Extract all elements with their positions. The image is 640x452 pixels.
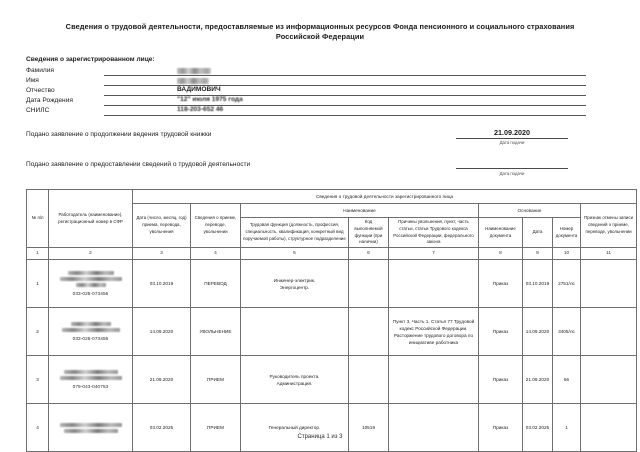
table-row <box>27 260 637 308</box>
cell-doc-name: Приказ <box>479 260 523 308</box>
cell-row-num: 2 <box>27 308 49 356</box>
cell-doc-name: Приказ <box>479 308 523 356</box>
cell-doc-name: Приказ <box>479 404 523 452</box>
cell-cancel-flag <box>581 404 637 452</box>
employer-redacted-stack <box>51 356 130 403</box>
col-head-event: Сведения о приеме, переводе, увольнении <box>191 203 241 247</box>
cell-cancel-flag <box>581 356 637 404</box>
redacted-bar <box>76 283 106 288</box>
col-num: 6 <box>349 248 389 260</box>
person-field-label: Фамилия <box>26 66 54 74</box>
page-title: Сведения о трудовой деятельности, предоставляемые из информационных ресурсов Фонда пенсионного и социального страхования Российской Федерации <box>65 22 575 41</box>
function-line-1: Генеральный директор. <box>268 425 321 431</box>
cell-event-type: ПРИЕМ <box>191 356 241 404</box>
col-head-doc-date: Дата <box>523 217 553 247</box>
person-field-value-line <box>104 95 586 106</box>
cell-doc-num: 3405/лс <box>553 308 581 356</box>
page-footer: Страница 1 из 3 <box>297 434 343 440</box>
statement-date-box <box>456 158 568 176</box>
employer-redacted-stack <box>51 260 130 307</box>
cell-doc-num: 2751/лс <box>553 260 581 308</box>
redacted-bar <box>71 322 111 327</box>
cell-reason <box>389 404 479 452</box>
redacted-bar <box>68 271 114 276</box>
col-head-date: Дата (число, месяц, год) приема, перевода, увольнения <box>133 203 191 247</box>
cell-event-date: 03.10.2019 <box>133 260 191 308</box>
person-field-value-line <box>104 105 586 116</box>
cell-function <box>241 308 349 356</box>
function-line-1: Руководитель проекта. <box>269 373 320 379</box>
cell-function <box>241 356 349 404</box>
statement-date-caption: Дата подачи <box>499 170 525 176</box>
person-field-label: Имя <box>26 76 39 84</box>
table-column-number-row <box>27 248 637 260</box>
employment-activity-table <box>26 189 637 452</box>
col-num: 11 <box>581 248 637 260</box>
cell-doc-date: 03.10.2019 <box>523 260 553 308</box>
redacted-bar <box>60 423 122 428</box>
cell-reason <box>389 356 479 404</box>
cell-row-num: 4 <box>27 404 49 452</box>
cell-employer <box>49 260 133 308</box>
cell-reason: Пункт 3, Часть 1, Статья 77 Трудовой кодекс Российской Федерации. Расторжение трудового договора по инициативе работника <box>389 308 479 356</box>
employer-registration-number: 033-025-073456 <box>72 290 109 296</box>
cell-function <box>241 404 349 452</box>
person-field-value: "12" июля 1975 года <box>177 96 243 104</box>
cell-event-date: 03.02.2025 <box>133 404 191 452</box>
col-head-doc-name: Наименование документа <box>479 217 523 247</box>
cell-cancel-flag <box>581 260 637 308</box>
redacted-bar <box>60 376 122 381</box>
cell-function-code <box>349 356 389 404</box>
registered-person-section <box>26 56 586 116</box>
person-field-value-line <box>104 75 586 86</box>
person-field-snils <box>26 106 586 116</box>
person-field-value: ВАДИМОВИЧ <box>177 86 221 94</box>
person-field-label: СНИЛС <box>26 106 50 114</box>
cell-doc-num: 1 <box>553 404 581 452</box>
statement-provide-activity-info <box>26 158 614 176</box>
person-field-patronymic <box>26 86 586 96</box>
col-num: 7 <box>389 248 479 260</box>
function-line-2: Энергоцентр. <box>279 284 310 290</box>
cell-event-date: 14.09.2020 <box>133 308 191 356</box>
col-num: 4 <box>191 248 241 260</box>
col-head-doc-num: Номер документа <box>553 217 581 247</box>
person-field-label: Отчество <box>26 86 55 94</box>
col-num: 1 <box>27 248 49 260</box>
cell-event-date: 21.09.2020 <box>133 356 191 404</box>
person-field-value: 118-203-652 46 <box>177 106 224 114</box>
col-head-num: № п/п <box>27 189 49 247</box>
person-field-firstname <box>26 76 586 86</box>
group-head-name: Наименование <box>241 203 479 217</box>
person-field-value-line <box>104 85 586 96</box>
statement-date-caption: Дата подачи <box>499 140 525 146</box>
statement-continue-workbook <box>26 128 614 146</box>
cell-function-code: 10519 <box>349 404 389 452</box>
statement-date-box <box>456 128 568 146</box>
redacted-bar <box>64 429 118 434</box>
function-line-2: Администрация. <box>276 380 313 386</box>
cell-doc-date: 03.02.2025 <box>523 404 553 452</box>
cell-employer <box>49 356 133 404</box>
cell-doc-num: 66 <box>553 356 581 404</box>
person-field-birthdate <box>26 96 586 106</box>
statement-text: Подано заявление о предоставлении сведений о трудовой деятельности <box>26 161 251 169</box>
col-num: 8 <box>479 248 523 260</box>
group-head-basis: Основание <box>479 203 581 217</box>
cell-cancel-flag <box>581 308 637 356</box>
cell-event-type: ПРИЕМ <box>191 404 241 452</box>
group-head-activity: Сведения о трудовой деятельности зарегистрированного лица <box>133 189 637 203</box>
col-num: 5 <box>241 248 349 260</box>
redacted-bar <box>64 370 118 375</box>
employer-redacted-stack <box>51 404 130 451</box>
col-head-code: Код выполняемой функции (при наличии) <box>349 217 389 247</box>
cell-function-code <box>349 308 389 356</box>
statement-text: Подано заявление о продолжении ведения трудовой книжки <box>26 130 212 138</box>
registered-person-heading: Сведения о зарегистрированном лице: <box>26 55 155 63</box>
cell-employer <box>49 404 133 452</box>
col-num: 10 <box>553 248 581 260</box>
statements-section <box>26 128 614 176</box>
redacted-bar <box>60 277 122 282</box>
cell-reason <box>389 260 479 308</box>
cell-doc-date: 21.09.2020 <box>523 356 553 404</box>
redacted-bar <box>62 328 120 333</box>
cell-row-num: 3 <box>27 356 49 404</box>
redacted-value <box>177 78 209 84</box>
person-field-label: Дата Рождения <box>26 96 73 104</box>
table-group-header-row-1 <box>27 189 637 203</box>
table-row <box>27 308 637 356</box>
col-num: 3 <box>133 248 191 260</box>
employer-redacted-stack <box>51 308 130 355</box>
col-head-cancel-flag: Признак отмены записи сведений о приеме, переводе, увольнении <box>581 203 637 247</box>
statement-date-value <box>456 158 568 169</box>
function-line-1: Инженер-электрик. <box>273 277 316 283</box>
table-row <box>27 404 637 452</box>
cell-doc-date: 14.09.2020 <box>523 308 553 356</box>
table-row <box>27 356 637 404</box>
person-field-value-line <box>104 65 586 76</box>
employer-registration-number: 033-025-073456 <box>72 335 109 341</box>
cell-employer <box>49 308 133 356</box>
col-head-employer: Работодатель (наименование), регистрационный номер в СФР <box>49 189 133 247</box>
redacted-value <box>177 68 211 74</box>
cell-event-type: ПЕРЕВОД <box>191 260 241 308</box>
cell-function-code <box>349 260 389 308</box>
statement-date-value: 21.09.2020 <box>456 128 568 139</box>
cell-row-num: 1 <box>27 260 49 308</box>
col-num: 2 <box>49 248 133 260</box>
employer-registration-number: 079-043-040753 <box>72 383 109 389</box>
person-field-surname <box>26 66 586 76</box>
col-num: 9 <box>523 248 553 260</box>
cell-doc-name: Приказ <box>479 356 523 404</box>
cell-function <box>241 260 349 308</box>
col-head-reason: Причины увольнения, пункт, часть статьи, статьи Трудового кодекса Российской Федерации, федерального закона <box>389 217 479 247</box>
cell-event-type: УВОЛЬНЕНИЕ <box>191 308 241 356</box>
col-head-function: Трудовая функция (должность, профессия, специальность, квалификация, конкретный вид поручаемой работы), структурное подразделение <box>241 217 349 247</box>
